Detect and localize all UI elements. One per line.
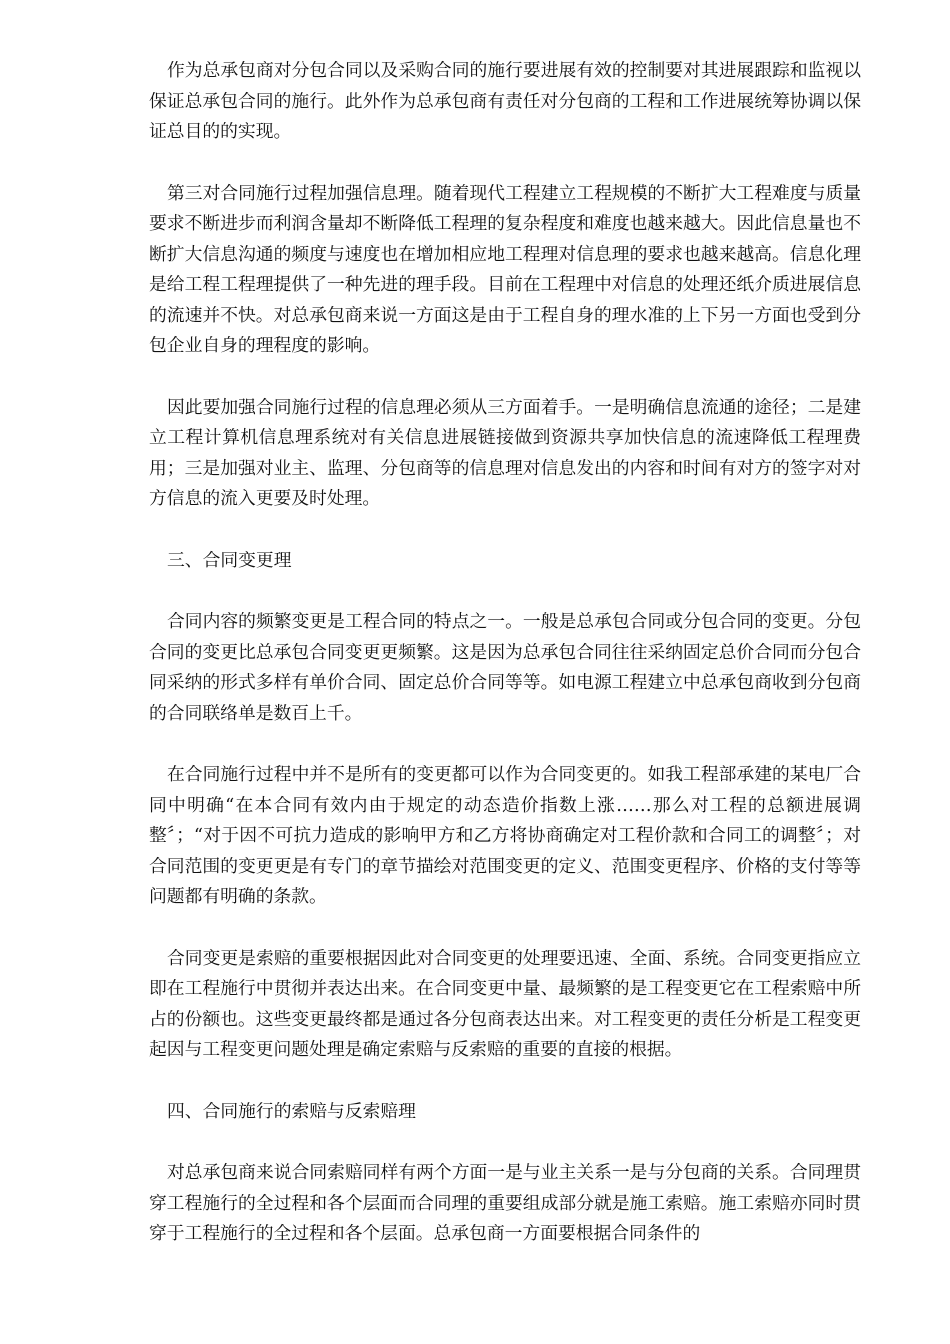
section-heading-claims: 四、合同施行的索赔与反索赔理 [167,1100,416,1122]
document-page [149,56,861,1281]
paragraph-information-measures: 因此要加强合同施行过程的信息理必须从三方面着手。一是明确信息流通的途径；二是建立工程计算机信息理系统对有关信息进展链接做到资源共享加快信息的流速降低工程理费用；三是加强对业主、监理、分包商等的信息理对信息发出的内容和时间有对方的签字对对方信息的流入更要及时处理。 [149,396,861,509]
paragraph-claims-overview: 对总承包商来说合同索赔同样有两个方面一是与业主关系一是与分包商的关系。合同理贯穿工程施行的全过程和各个层面而合同理的重要组成部分就是施工索赔。施工索赔亦同时贯穿于工程施行的全过程和各个层面。总承包商一方面要根据合同条件的 [149,1162,861,1244]
paragraph-change-and-claims: 合同变更是索赔的重要根据因此对合同变更的处理要迅速、全面、系统。合同变更指应立即在工程施行中贯彻并表达出来。在合同变更中量、最频繁的是工程变更它在工程索赔中所占的份额也。这些变更最终都是通过各分包商表达出来。对工程变更的责任分析是工程变更起因与工程变更问题处理是确定索赔与反索赔的重要的直接的根据。 [149,947,861,1060]
section-heading-contract-change: 三、合同变更理 [167,549,292,571]
paragraph-change-scope: 在合同施行过程中并不是所有的变更都可以作为合同变更的。如我工程部承建的某电厂合同中明确“在本合同有效内由于规定的动态造价指数上涨……那么对工程的总额进展调整〞；“对于因不可抗力造成的影响甲方和乙方将协商确定对工程价款和合同工的调整〞；对合同范围的变更更是有专门的章节描绘对范围变更的定义、范围变更程序、价格的支付等等问题都有明确的条款。 [149,764,861,907]
paragraph-subcontract-control: 作为总承包商对分包合同以及采购合同的施行要进展有效的控制要对其进展跟踪和监视以保证总承包合同的施行。此外作为总承包商有责任对分包商的工程和工作进展统筹协调以保证总目的的实现。 [149,60,861,142]
paragraph-frequent-changes: 合同内容的频繁变更是工程合同的特点之一。一般是总承包合同或分包合同的变更。分包合同的变更比总承包合同变更更频繁。这是因为总承包合同往往采纳固定总价合同而分包合同采纳的形式多样有单价合同、固定总价合同等等。如电源工程建立中总承包商收到分包商的合同联络单是数百上千。 [149,611,861,724]
paragraph-information-management: 第三对合同施行过程加强信息理。随着现代工程建立工程规模的不断扩大工程难度与质量要求不断进步而利润含量却不断降低工程理的复杂程度和难度也越来越大。因此信息量也不断扩大信息沟通的频度与速度也在增加相应地工程理对信息理的要求也越来越高。信息化理是给工程工程理提供了一种先进的理手段。目前在工程理中对信息的处理还纸介质进展信息的流速并不快。对总承包商来说一方面这是由于工程自身的理水准的上下另一方面也受到分包企业自身的理程度的影响。 [149,182,861,356]
